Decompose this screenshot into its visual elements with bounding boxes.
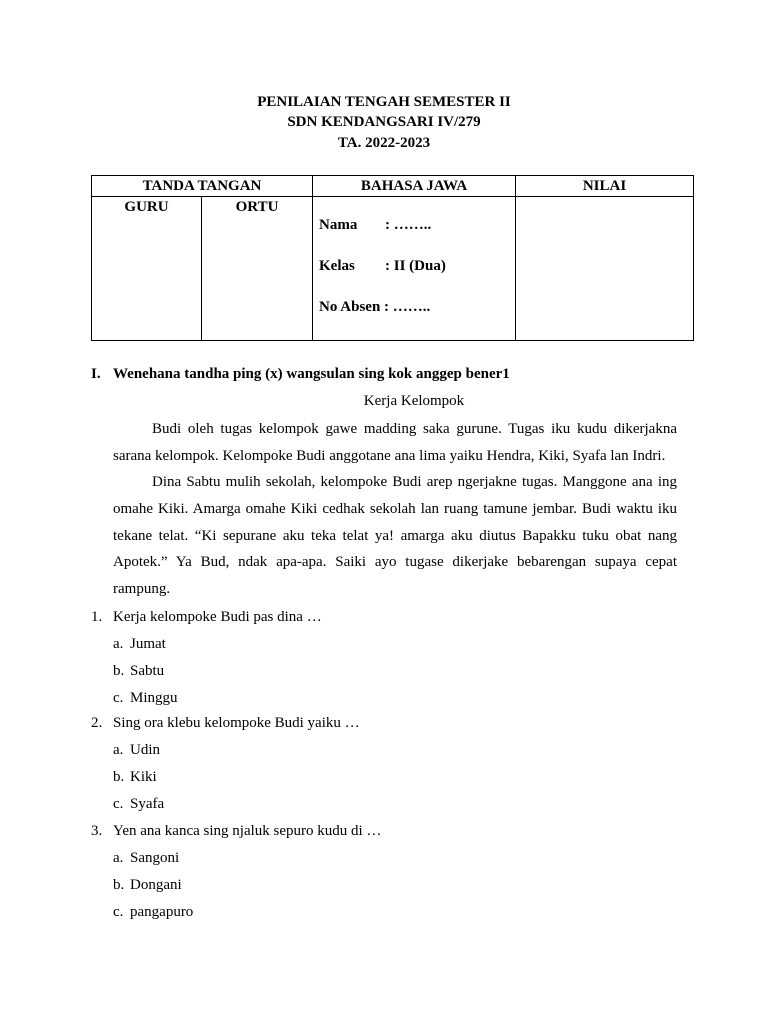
question-2 bbox=[91, 713, 360, 733]
exam-title: PENILAIAN TENGAH SEMESTER II bbox=[257, 94, 511, 110]
parent-label: ORTU bbox=[235, 199, 279, 215]
question-text: Sing ora klebu kelompoke Budi yaiku … bbox=[113, 715, 360, 731]
story-paragraph-1 bbox=[113, 416, 677, 470]
subject-header: BAHASA JAWA bbox=[313, 176, 516, 197]
class-label: Kelas bbox=[319, 258, 355, 274]
student-info-table bbox=[91, 175, 694, 341]
question-number: 2. bbox=[91, 715, 103, 731]
teacher-label: GURU bbox=[124, 199, 169, 215]
school-name: SDN KENDANGSARI IV/279 bbox=[287, 114, 481, 130]
option-letter: a. bbox=[113, 636, 124, 652]
story-title: Kerja Kelompok bbox=[363, 393, 465, 409]
question-1 bbox=[91, 607, 322, 627]
academic-year: TA. 2022-2023 bbox=[337, 135, 431, 151]
option-letter: b. bbox=[113, 663, 125, 679]
question-1-option-c[interactable] bbox=[113, 688, 178, 708]
option-letter: c. bbox=[113, 690, 124, 706]
option-text: Kiki bbox=[130, 769, 157, 785]
story-paragraph-2 bbox=[113, 469, 677, 603]
class-value: : II (Dua) bbox=[385, 258, 446, 274]
question-number: 3. bbox=[91, 823, 103, 839]
story-paragraph-1-text: Budi oleh tugas kelompok gawe madding saka gurune. Tugas iku kudu dikerjakna sarana kelompok. Kelompoke Budi anggotane ana lima yaiku Hendra, Kiki, Syafa lan Indri. bbox=[113, 421, 677, 464]
name-value: : …….. bbox=[385, 217, 432, 233]
teacher-signature-cell bbox=[92, 197, 202, 341]
option-letter: c. bbox=[113, 904, 124, 920]
option-text: Dongani bbox=[130, 877, 182, 893]
option-letter: a. bbox=[113, 742, 124, 758]
student-identity-cell bbox=[313, 197, 516, 341]
score-cell bbox=[516, 197, 694, 341]
question-3-option-b[interactable] bbox=[113, 875, 182, 895]
option-text: Minggu bbox=[130, 690, 178, 706]
option-text: Jumat bbox=[130, 636, 166, 652]
absen-line bbox=[319, 299, 430, 316]
name-label: Nama bbox=[319, 217, 358, 233]
score-header: NILAI bbox=[516, 176, 694, 197]
class-line bbox=[319, 258, 446, 275]
option-letter: b. bbox=[113, 877, 125, 893]
option-text: Sabtu bbox=[130, 663, 165, 679]
name-line bbox=[319, 217, 431, 234]
question-text: Kerja kelompoke Budi pas dina … bbox=[113, 609, 322, 625]
signature-header: TANDA TANGAN bbox=[92, 176, 313, 197]
question-3-option-c[interactable] bbox=[113, 902, 193, 922]
question-3 bbox=[91, 821, 381, 841]
question-text: Yen ana kanca sing njaluk sepuro kudu di … bbox=[113, 823, 382, 839]
option-letter: c. bbox=[113, 796, 124, 812]
absen-value: : …….. bbox=[384, 299, 431, 315]
absen-label: No Absen bbox=[319, 299, 381, 315]
story-paragraph-2-text: Dina Sabtu mulih sekolah, kelompoke Budi arep ngerjakne tugas. Manggone ana ing omahe Kiki. Amarga omahe Kiki cedhak sekolah lan ruang tamune jembar. Budi waktu iku tekane telat. “Ki sepurane aku teka telat ya! amarga aku diutus Bapakku tuku obat nang Apotek.” Ya Bud, ndak apa-apa. Saiki ayo tugase dikerjake bebarengan supaya cepat rampung. bbox=[113, 474, 677, 598]
question-1-option-a[interactable] bbox=[113, 634, 166, 654]
section-heading bbox=[91, 366, 510, 383]
question-2-option-a[interactable] bbox=[113, 740, 160, 760]
option-text: Syafa bbox=[130, 796, 165, 812]
question-2-option-b[interactable] bbox=[113, 767, 157, 787]
option-text: pangapuro bbox=[130, 904, 194, 920]
option-text: Sangoni bbox=[130, 850, 180, 866]
question-2-option-c[interactable] bbox=[113, 794, 164, 814]
section-instruction: Wenehana tandha ping (x) wangsulan sing kok anggep bener1 bbox=[113, 366, 510, 382]
option-text: Udin bbox=[130, 742, 160, 758]
parent-signature-cell bbox=[202, 197, 313, 341]
option-letter: b. bbox=[113, 769, 125, 785]
section-number: I. bbox=[91, 366, 101, 382]
question-number: 1. bbox=[91, 609, 103, 625]
question-3-option-a[interactable] bbox=[113, 848, 179, 868]
option-letter: a. bbox=[113, 850, 124, 866]
question-1-option-b[interactable] bbox=[113, 661, 164, 681]
